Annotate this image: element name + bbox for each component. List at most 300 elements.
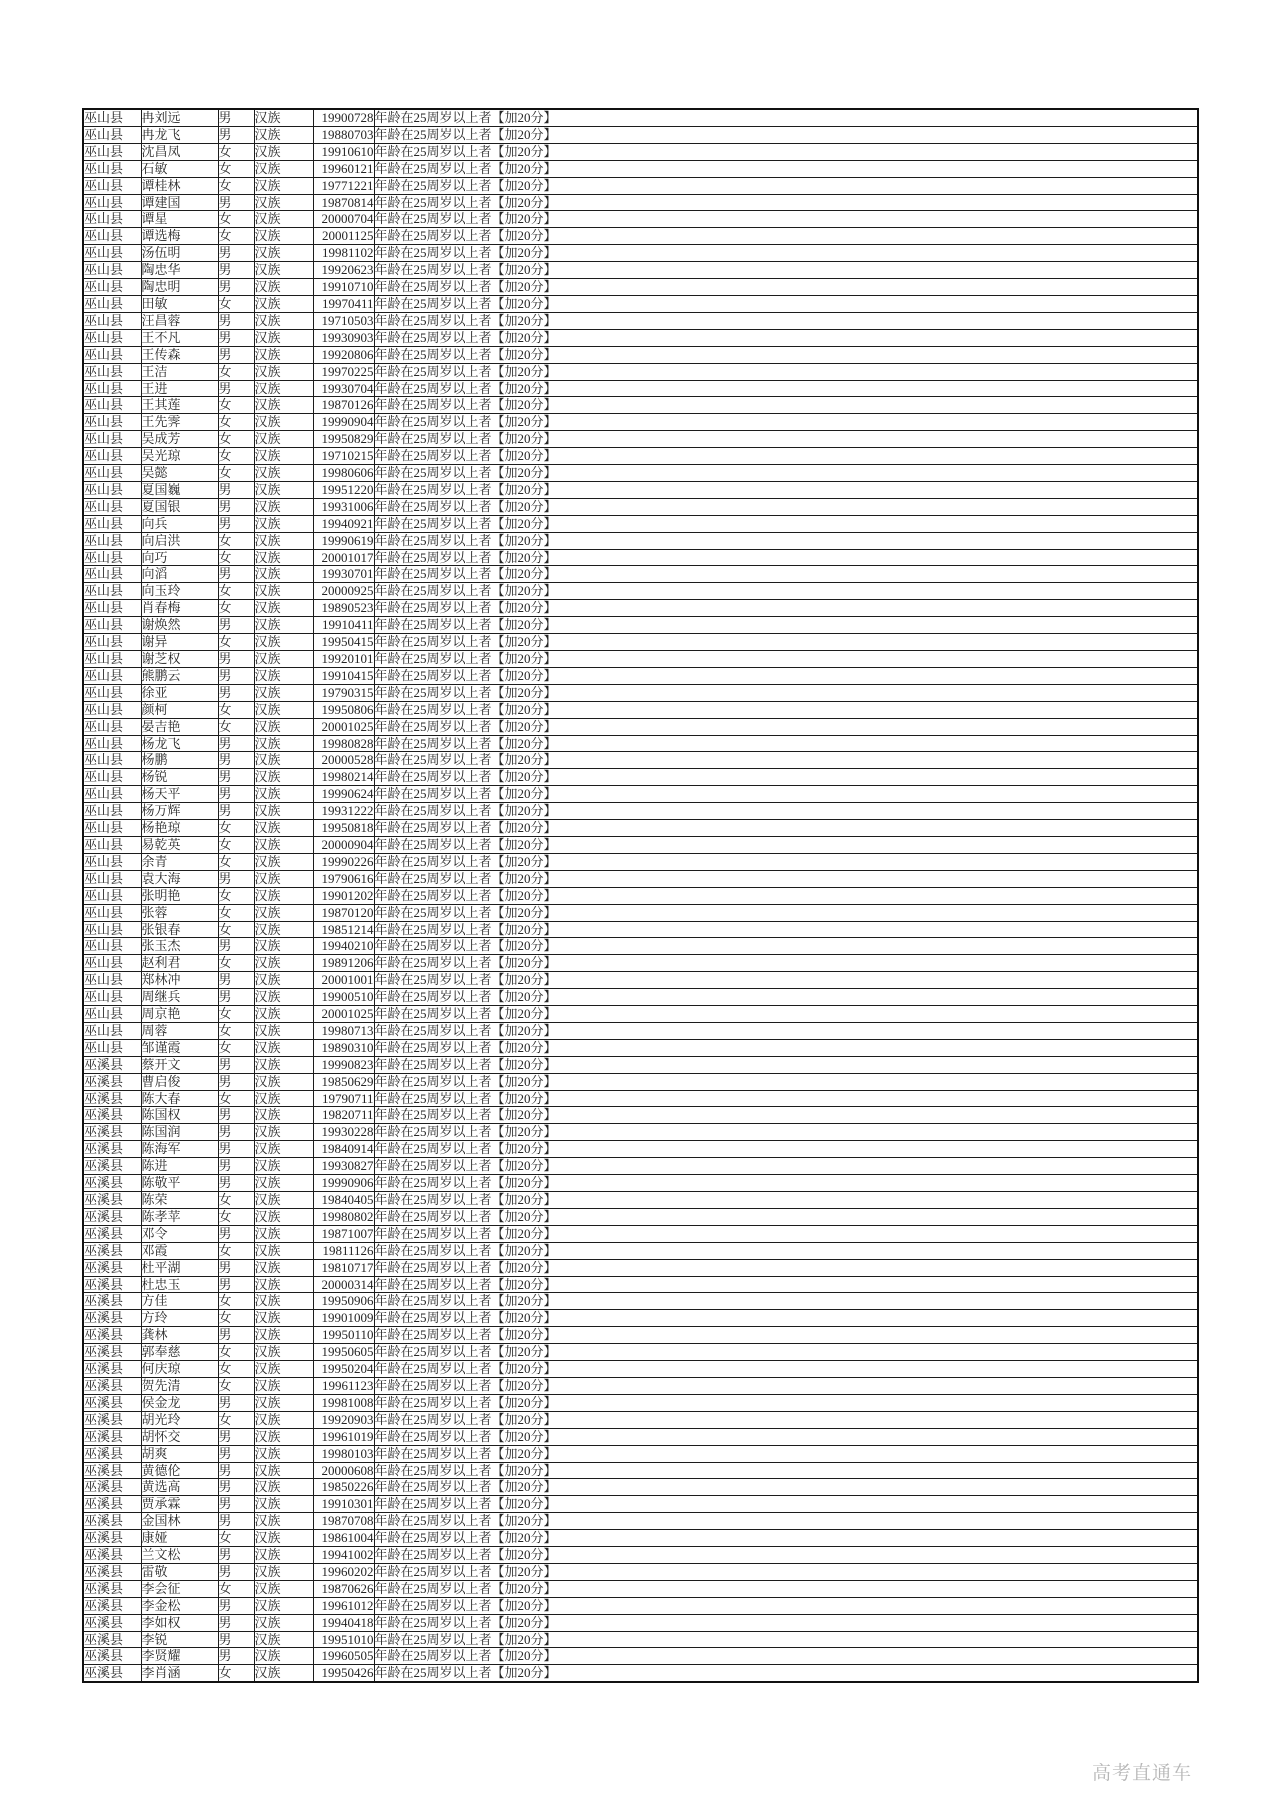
county-cell: 巫溪县 <box>83 1394 141 1411</box>
ethnicity-cell: 汉族 <box>254 1225 313 1242</box>
county-cell: 巫山县 <box>83 836 141 853</box>
birthdate-cell: 19910710 <box>313 279 374 296</box>
ethnicity-cell: 汉族 <box>254 1597 313 1614</box>
table-row <box>83 109 1198 126</box>
table-row <box>83 481 1198 498</box>
county-cell: 巫山县 <box>83 566 141 583</box>
ethnicity-cell: 汉族 <box>254 887 313 904</box>
gender-cell: 男 <box>218 1158 254 1175</box>
note-cell: 年龄在25周岁以上者【加20分】 <box>374 143 1198 160</box>
county-cell: 巫山县 <box>83 431 141 448</box>
note-cell: 年龄在25周岁以上者【加20分】 <box>374 1022 1198 1039</box>
note-cell: 年龄在25周岁以上者【加20分】 <box>374 329 1198 346</box>
gender-cell: 男 <box>218 1563 254 1580</box>
gender-cell: 女 <box>218 1293 254 1310</box>
ethnicity-cell: 汉族 <box>254 1259 313 1276</box>
table-row <box>83 1073 1198 1090</box>
birthdate-cell: 19840914 <box>313 1141 374 1158</box>
table-row <box>83 853 1198 870</box>
name-cell: 冉龙飞 <box>141 126 218 143</box>
note-cell: 年龄在25周岁以上者【加20分】 <box>374 1496 1198 1513</box>
ethnicity-cell: 汉族 <box>254 329 313 346</box>
birthdate-cell: 19980103 <box>313 1445 374 1462</box>
gender-cell: 女 <box>218 1039 254 1056</box>
note-cell: 年龄在25周岁以上者【加20分】 <box>374 1056 1198 1073</box>
birthdate-cell: 19990906 <box>313 1175 374 1192</box>
note-cell: 年龄在25周岁以上者【加20分】 <box>374 769 1198 786</box>
table-row <box>83 735 1198 752</box>
table-row <box>83 1462 1198 1479</box>
ethnicity-cell: 汉族 <box>254 769 313 786</box>
birthdate-cell: 19870708 <box>313 1513 374 1530</box>
name-cell: 汤伍明 <box>141 245 218 262</box>
note-cell: 年龄在25周岁以上者【加20分】 <box>374 1158 1198 1175</box>
county-cell: 巫山县 <box>83 921 141 938</box>
name-cell: 贺先清 <box>141 1377 218 1394</box>
birthdate-cell: 19950605 <box>313 1344 374 1361</box>
gender-cell: 男 <box>218 1462 254 1479</box>
county-cell: 巫溪县 <box>83 1580 141 1597</box>
birthdate-cell: 20001017 <box>313 549 374 566</box>
county-cell: 巫山县 <box>83 887 141 904</box>
name-cell: 龚林 <box>141 1327 218 1344</box>
table-row <box>83 1580 1198 1597</box>
ethnicity-cell: 汉族 <box>254 279 313 296</box>
birthdate-cell: 19980606 <box>313 465 374 482</box>
ethnicity-cell: 汉族 <box>254 295 313 312</box>
gender-cell: 女 <box>218 1665 254 1682</box>
note-cell: 年龄在25周岁以上者【加20分】 <box>374 1039 1198 1056</box>
county-cell: 巫山县 <box>83 397 141 414</box>
ethnicity-cell: 汉族 <box>254 600 313 617</box>
birthdate-cell: 19950426 <box>313 1665 374 1682</box>
table-row <box>83 279 1198 296</box>
note-cell: 年龄在25周岁以上者【加20分】 <box>374 1547 1198 1564</box>
gender-cell: 男 <box>218 1496 254 1513</box>
county-cell: 巫溪县 <box>83 1377 141 1394</box>
table-row <box>83 955 1198 972</box>
ethnicity-cell: 汉族 <box>254 701 313 718</box>
note-cell: 年龄在25周岁以上者【加20分】 <box>374 955 1198 972</box>
birthdate-cell: 19890523 <box>313 600 374 617</box>
ethnicity-cell: 汉族 <box>254 1377 313 1394</box>
birthdate-cell: 19930704 <box>313 380 374 397</box>
county-cell: 巫山县 <box>83 786 141 803</box>
gender-cell: 男 <box>218 752 254 769</box>
note-cell: 年龄在25周岁以上者【加20分】 <box>374 262 1198 279</box>
birthdate-cell: 19981102 <box>313 245 374 262</box>
table-row <box>83 617 1198 634</box>
name-cell: 王不凡 <box>141 329 218 346</box>
county-cell: 巫山县 <box>83 228 141 245</box>
table-row <box>83 1225 1198 1242</box>
candidates-table-body <box>83 109 1198 1682</box>
note-cell: 年龄在25周岁以上者【加20分】 <box>374 1462 1198 1479</box>
name-cell: 晏吉艳 <box>141 718 218 735</box>
birthdate-cell: 19960121 <box>313 160 374 177</box>
birthdate-cell: 19880703 <box>313 126 374 143</box>
name-cell: 杜平湖 <box>141 1259 218 1276</box>
name-cell: 金国林 <box>141 1513 218 1530</box>
ethnicity-cell: 汉族 <box>254 1208 313 1225</box>
birthdate-cell: 19990624 <box>313 786 374 803</box>
note-cell: 年龄在25周岁以上者【加20分】 <box>374 820 1198 837</box>
ethnicity-cell: 汉族 <box>254 1107 313 1124</box>
gender-cell: 女 <box>218 1242 254 1259</box>
birthdate-cell: 19870626 <box>313 1580 374 1597</box>
gender-cell: 女 <box>218 228 254 245</box>
note-cell: 年龄在25周岁以上者【加20分】 <box>374 989 1198 1006</box>
birthdate-cell: 19870120 <box>313 904 374 921</box>
table-row <box>83 1513 1198 1530</box>
county-cell: 巫山县 <box>83 1006 141 1023</box>
note-cell: 年龄在25周岁以上者【加20分】 <box>374 1090 1198 1107</box>
note-cell: 年龄在25周岁以上者【加20分】 <box>374 515 1198 532</box>
birthdate-cell: 19950415 <box>313 634 374 651</box>
table-row <box>83 177 1198 194</box>
note-cell: 年龄在25周岁以上者【加20分】 <box>374 853 1198 870</box>
ethnicity-cell: 汉族 <box>254 1513 313 1530</box>
birthdate-cell: 19950806 <box>313 701 374 718</box>
name-cell: 汪昌蓉 <box>141 312 218 329</box>
name-cell: 李肖涵 <box>141 1665 218 1682</box>
table-row <box>83 1377 1198 1394</box>
note-cell: 年龄在25周岁以上者【加20分】 <box>374 904 1198 921</box>
county-cell: 巫溪县 <box>83 1175 141 1192</box>
gender-cell: 女 <box>218 431 254 448</box>
name-cell: 向滔 <box>141 566 218 583</box>
birthdate-cell: 19900728 <box>313 109 374 126</box>
note-cell: 年龄在25周岁以上者【加20分】 <box>374 397 1198 414</box>
ethnicity-cell: 汉族 <box>254 1022 313 1039</box>
note-cell: 年龄在25周岁以上者【加20分】 <box>374 211 1198 228</box>
name-cell: 邓霞 <box>141 1242 218 1259</box>
ethnicity-cell: 汉族 <box>254 634 313 651</box>
note-cell: 年龄在25周岁以上者【加20分】 <box>374 1208 1198 1225</box>
candidates-table <box>82 108 1199 1683</box>
table-row <box>83 1344 1198 1361</box>
gender-cell: 男 <box>218 515 254 532</box>
note-cell: 年龄在25周岁以上者【加20分】 <box>374 312 1198 329</box>
birthdate-cell: 19930903 <box>313 329 374 346</box>
table-row <box>83 904 1198 921</box>
gender-cell: 女 <box>218 1208 254 1225</box>
gender-cell: 女 <box>218 295 254 312</box>
table-row <box>83 1259 1198 1276</box>
county-cell: 巫山县 <box>83 279 141 296</box>
birthdate-cell: 19960505 <box>313 1648 374 1665</box>
county-cell: 巫溪县 <box>83 1445 141 1462</box>
gender-cell: 男 <box>218 786 254 803</box>
birthdate-cell: 19790315 <box>313 684 374 701</box>
note-cell: 年龄在25周岁以上者【加20分】 <box>374 346 1198 363</box>
name-cell: 向启洪 <box>141 532 218 549</box>
ethnicity-cell: 汉族 <box>254 448 313 465</box>
note-cell: 年龄在25周岁以上者【加20分】 <box>374 667 1198 684</box>
name-cell: 康娅 <box>141 1530 218 1547</box>
ethnicity-cell: 汉族 <box>254 262 313 279</box>
note-cell: 年龄在25周岁以上者【加20分】 <box>374 279 1198 296</box>
birthdate-cell: 19950204 <box>313 1361 374 1378</box>
county-cell: 巫溪县 <box>83 1479 141 1496</box>
county-cell: 巫山县 <box>83 1039 141 1056</box>
note-cell: 年龄在25周岁以上者【加20分】 <box>374 1445 1198 1462</box>
name-cell: 李会征 <box>141 1580 218 1597</box>
table-row <box>83 921 1198 938</box>
birthdate-cell: 19910301 <box>313 1496 374 1513</box>
county-cell: 巫山县 <box>83 498 141 515</box>
name-cell: 石敏 <box>141 160 218 177</box>
gender-cell: 女 <box>218 701 254 718</box>
gender-cell: 男 <box>218 245 254 262</box>
ethnicity-cell: 汉族 <box>254 1006 313 1023</box>
name-cell: 杨万辉 <box>141 803 218 820</box>
table-row <box>83 1022 1198 1039</box>
note-cell: 年龄在25周岁以上者【加20分】 <box>374 1377 1198 1394</box>
name-cell: 王传森 <box>141 346 218 363</box>
birthdate-cell: 20001025 <box>313 718 374 735</box>
gender-cell: 男 <box>218 329 254 346</box>
name-cell: 谭选梅 <box>141 228 218 245</box>
gender-cell: 女 <box>218 1006 254 1023</box>
birthdate-cell: 19981008 <box>313 1394 374 1411</box>
county-cell: 巫溪县 <box>83 1124 141 1141</box>
note-cell: 年龄在25周岁以上者【加20分】 <box>374 414 1198 431</box>
name-cell: 陈荣 <box>141 1192 218 1209</box>
ethnicity-cell: 汉族 <box>254 836 313 853</box>
county-cell: 巫山县 <box>83 481 141 498</box>
gender-cell: 男 <box>218 1445 254 1462</box>
note-cell: 年龄在25周岁以上者【加20分】 <box>374 617 1198 634</box>
gender-cell: 男 <box>218 1259 254 1276</box>
county-cell: 巫溪县 <box>83 1648 141 1665</box>
note-cell: 年龄在25周岁以上者【加20分】 <box>374 1124 1198 1141</box>
ethnicity-cell: 汉族 <box>254 820 313 837</box>
name-cell: 向兵 <box>141 515 218 532</box>
county-cell: 巫山县 <box>83 177 141 194</box>
birthdate-cell: 19930701 <box>313 566 374 583</box>
name-cell: 陈大春 <box>141 1090 218 1107</box>
note-cell: 年龄在25周岁以上者【加20分】 <box>374 380 1198 397</box>
ethnicity-cell: 汉族 <box>254 177 313 194</box>
gender-cell: 女 <box>218 1580 254 1597</box>
birthdate-cell: 19931006 <box>313 498 374 515</box>
name-cell: 谭建国 <box>141 194 218 211</box>
table-row <box>83 448 1198 465</box>
gender-cell: 男 <box>218 1513 254 1530</box>
county-cell: 巫山县 <box>83 312 141 329</box>
table-row <box>83 380 1198 397</box>
table-row <box>83 228 1198 245</box>
table-row <box>83 972 1198 989</box>
name-cell: 曹启俊 <box>141 1073 218 1090</box>
name-cell: 向玉玲 <box>141 583 218 600</box>
name-cell: 周京艳 <box>141 1006 218 1023</box>
birthdate-cell: 19861004 <box>313 1530 374 1547</box>
gender-cell: 男 <box>218 1056 254 1073</box>
birthdate-cell: 19910415 <box>313 667 374 684</box>
note-cell: 年龄在25周岁以上者【加20分】 <box>374 1665 1198 1682</box>
table-row <box>83 1208 1198 1225</box>
county-cell: 巫溪县 <box>83 1276 141 1293</box>
table-row <box>83 634 1198 651</box>
gender-cell: 男 <box>218 1597 254 1614</box>
birthdate-cell: 19850226 <box>313 1479 374 1496</box>
gender-cell: 男 <box>218 481 254 498</box>
county-cell: 巫溪县 <box>83 1310 141 1327</box>
gender-cell: 男 <box>218 989 254 1006</box>
table-row <box>83 786 1198 803</box>
birthdate-cell: 19890310 <box>313 1039 374 1056</box>
ethnicity-cell: 汉族 <box>254 515 313 532</box>
county-cell: 巫山县 <box>83 803 141 820</box>
county-cell: 巫溪县 <box>83 1327 141 1344</box>
note-cell: 年龄在25周岁以上者【加20分】 <box>374 1293 1198 1310</box>
gender-cell: 女 <box>218 634 254 651</box>
county-cell: 巫溪县 <box>83 1496 141 1513</box>
ethnicity-cell: 汉族 <box>254 1361 313 1378</box>
note-cell: 年龄在25周岁以上者【加20分】 <box>374 177 1198 194</box>
table-row <box>83 600 1198 617</box>
table-row <box>83 515 1198 532</box>
table-row <box>83 465 1198 482</box>
gender-cell: 男 <box>218 1124 254 1141</box>
name-cell: 王其莲 <box>141 397 218 414</box>
name-cell: 夏国银 <box>141 498 218 515</box>
birthdate-cell: 19790711 <box>313 1090 374 1107</box>
county-cell: 巫山县 <box>83 262 141 279</box>
birthdate-cell: 19990226 <box>313 853 374 870</box>
name-cell: 杨锐 <box>141 769 218 786</box>
county-cell: 巫山县 <box>83 904 141 921</box>
gender-cell: 男 <box>218 1141 254 1158</box>
birthdate-cell: 19920806 <box>313 346 374 363</box>
gender-cell: 女 <box>218 160 254 177</box>
gender-cell: 女 <box>218 414 254 431</box>
table-row <box>83 1056 1198 1073</box>
gender-cell: 女 <box>218 177 254 194</box>
note-cell: 年龄在25周岁以上者【加20分】 <box>374 1344 1198 1361</box>
note-cell: 年龄在25周岁以上者【加20分】 <box>374 1631 1198 1648</box>
ethnicity-cell: 汉族 <box>254 938 313 955</box>
gender-cell: 男 <box>218 346 254 363</box>
ethnicity-cell: 汉族 <box>254 667 313 684</box>
ethnicity-cell: 汉族 <box>254 1090 313 1107</box>
gender-cell: 女 <box>218 887 254 904</box>
note-cell: 年龄在25周岁以上者【加20分】 <box>374 549 1198 566</box>
birthdate-cell: 19931222 <box>313 803 374 820</box>
gender-cell: 男 <box>218 1547 254 1564</box>
ethnicity-cell: 汉族 <box>254 1445 313 1462</box>
note-cell: 年龄在25周岁以上者【加20分】 <box>374 1327 1198 1344</box>
birthdate-cell: 19840405 <box>313 1192 374 1209</box>
ethnicity-cell: 汉族 <box>254 1344 313 1361</box>
county-cell: 巫溪县 <box>83 1631 141 1648</box>
county-cell: 巫溪县 <box>83 1242 141 1259</box>
gender-cell: 男 <box>218 312 254 329</box>
county-cell: 巫溪县 <box>83 1597 141 1614</box>
gender-cell: 女 <box>218 397 254 414</box>
gender-cell: 男 <box>218 1394 254 1411</box>
birthdate-cell: 19710215 <box>313 448 374 465</box>
county-cell: 巫山县 <box>83 667 141 684</box>
table-row <box>83 312 1198 329</box>
gender-cell: 女 <box>218 465 254 482</box>
birthdate-cell: 19990619 <box>313 532 374 549</box>
county-cell: 巫山县 <box>83 955 141 972</box>
county-cell: 巫山县 <box>83 989 141 1006</box>
county-cell: 巫山县 <box>83 684 141 701</box>
name-cell: 黄选高 <box>141 1479 218 1496</box>
county-cell: 巫山县 <box>83 651 141 668</box>
ethnicity-cell: 汉族 <box>254 1428 313 1445</box>
name-cell: 雷敬 <box>141 1563 218 1580</box>
county-cell: 巫溪县 <box>83 1428 141 1445</box>
name-cell: 王先霁 <box>141 414 218 431</box>
name-cell: 谭星 <box>141 211 218 228</box>
birthdate-cell: 19940921 <box>313 515 374 532</box>
table-row <box>83 887 1198 904</box>
table-row <box>83 329 1198 346</box>
name-cell: 袁大海 <box>141 870 218 887</box>
birthdate-cell: 19980214 <box>313 769 374 786</box>
county-cell: 巫溪县 <box>83 1614 141 1631</box>
name-cell: 兰文松 <box>141 1547 218 1564</box>
name-cell: 吴光琼 <box>141 448 218 465</box>
name-cell: 胡光玲 <box>141 1411 218 1428</box>
county-cell: 巫溪县 <box>83 1513 141 1530</box>
birthdate-cell: 19891206 <box>313 955 374 972</box>
gender-cell: 男 <box>218 1107 254 1124</box>
note-cell: 年龄在25周岁以上者【加20分】 <box>374 1614 1198 1631</box>
name-cell: 杨天平 <box>141 786 218 803</box>
gender-cell: 男 <box>218 566 254 583</box>
birthdate-cell: 20000904 <box>313 836 374 853</box>
county-cell: 巫山县 <box>83 600 141 617</box>
note-cell: 年龄在25周岁以上者【加20分】 <box>374 1225 1198 1242</box>
note-cell: 年龄在25周岁以上者【加20分】 <box>374 1411 1198 1428</box>
table-row <box>83 1276 1198 1293</box>
county-cell: 巫山县 <box>83 515 141 532</box>
county-cell: 巫山县 <box>83 194 141 211</box>
name-cell: 李锐 <box>141 1631 218 1648</box>
note-cell: 年龄在25周岁以上者【加20分】 <box>374 786 1198 803</box>
ethnicity-cell: 汉族 <box>254 194 313 211</box>
gender-cell: 男 <box>218 684 254 701</box>
ethnicity-cell: 汉族 <box>254 1192 313 1209</box>
note-cell: 年龄在25周岁以上者【加20分】 <box>374 1530 1198 1547</box>
name-cell: 黄德伦 <box>141 1462 218 1479</box>
ethnicity-cell: 汉族 <box>254 684 313 701</box>
note-cell: 年龄在25周岁以上者【加20分】 <box>374 160 1198 177</box>
name-cell: 陈进 <box>141 1158 218 1175</box>
note-cell: 年龄在25周岁以上者【加20分】 <box>374 684 1198 701</box>
ethnicity-cell: 汉族 <box>254 143 313 160</box>
county-cell: 巫溪县 <box>83 1411 141 1428</box>
name-cell: 颜柯 <box>141 701 218 718</box>
ethnicity-cell: 汉族 <box>254 549 313 566</box>
ethnicity-cell: 汉族 <box>254 1411 313 1428</box>
table-row <box>83 1394 1198 1411</box>
table-row <box>83 1428 1198 1445</box>
county-cell: 巫山县 <box>83 549 141 566</box>
gender-cell: 女 <box>218 820 254 837</box>
name-cell: 张银春 <box>141 921 218 938</box>
name-cell: 徐亚 <box>141 684 218 701</box>
name-cell: 陈国润 <box>141 1124 218 1141</box>
ethnicity-cell: 汉族 <box>254 786 313 803</box>
table-row <box>83 160 1198 177</box>
